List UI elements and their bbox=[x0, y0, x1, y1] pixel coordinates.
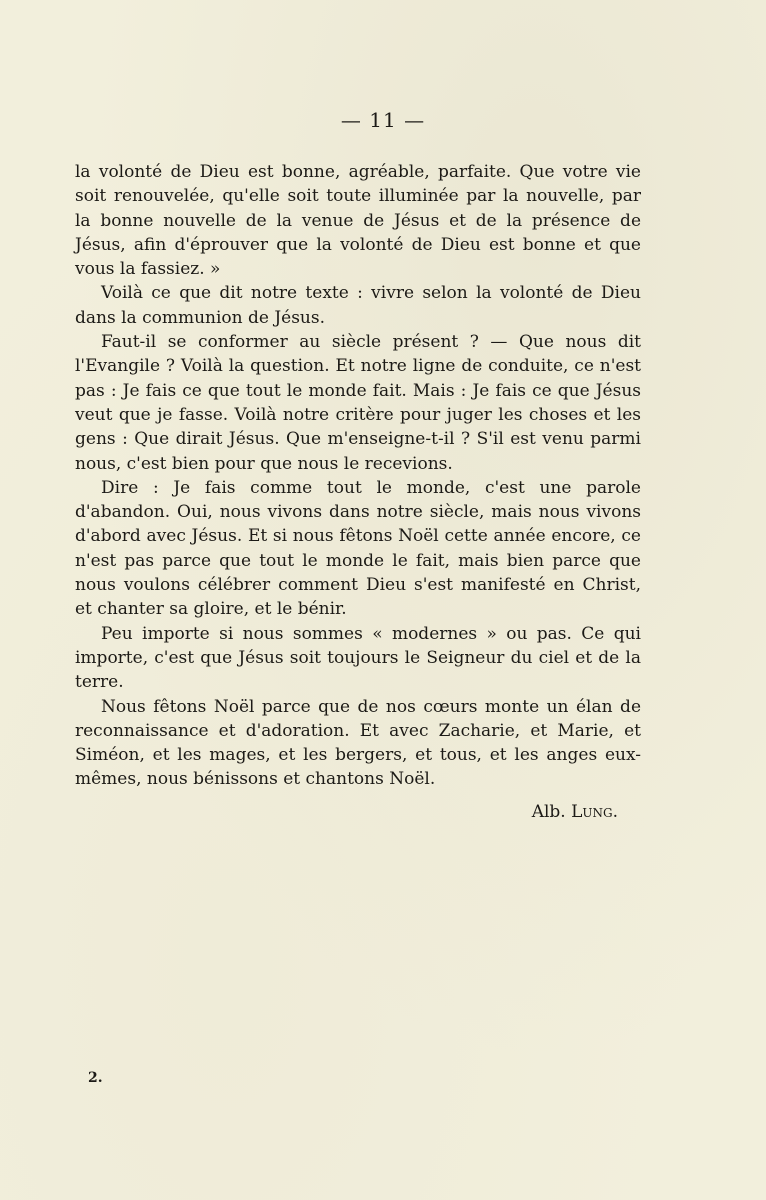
signature-name: Lung. bbox=[571, 802, 618, 822]
footnote-mark: 2. bbox=[88, 1070, 103, 1086]
paragraph-3: Faut-il se conformer au siècle présent ? — Que nous dit l'Evangile ? Voilà la question. Et notre ligne de conduite, ce n'est pas : Je fais ce que tout le monde fait. Mais : Je fais ce que Jésus veut que je fasse. Voilà notre critère pour juger les choses et les gens : Que dirait Jésus. Que m'enseigne-t-il ? S'il est venu parmi nous, c'est bien pour que nous le recevions. bbox=[75, 332, 641, 474]
paragraph-2: Voilà ce que dit notre texte : vivre selon la volonté de Dieu dans la communion de Jésus. bbox=[75, 283, 641, 328]
page-number: — 11 — bbox=[340, 108, 426, 132]
body-text bbox=[75, 160, 641, 792]
signature-prefix: Alb. bbox=[531, 802, 566, 822]
signature bbox=[75, 802, 618, 822]
paragraph-5: Peu importe si nous sommes « modernes » ou pas. Ce qui importe, c'est que Jésus soit toujours le Seigneur du ciel et de la terre. bbox=[75, 623, 641, 693]
paragraph-6: Nous fêtons Noël parce que de nos cœurs monte un élan de reconnaissance et d'adoration. Et avec Zacharie, et Marie, et Siméon, et les mages, et les bergers, et tous, et les anges eux-mêmes, nous bénissons et chantons Noël. bbox=[75, 696, 641, 790]
paragraph-4: Dire : Je fais comme tout le monde, c'est une parole d'abandon. Oui, nous vivons dans notre siècle, mais nous vivons d'abord avec Jésus. Et si nous fêtons Noël cette année encore, ce n'est pas parce que tout le monde le fait, mais bien parce que nous voulons célébrer comment Dieu s'est manifesté en Christ, et chanter sa gloire, et le bénir. bbox=[75, 477, 641, 620]
paragraph-1: la volonté de Dieu est bonne, agréable, parfaite. Que votre vie soit renouvelée, qu'elle soit toute illuminée par la nouvelle, par la bonne nouvelle de la venue de Jésus et de la présence de Jésus, afin d'éprouver que la volonté de Dieu est bonne et que vous la fassiez. » bbox=[75, 162, 641, 280]
